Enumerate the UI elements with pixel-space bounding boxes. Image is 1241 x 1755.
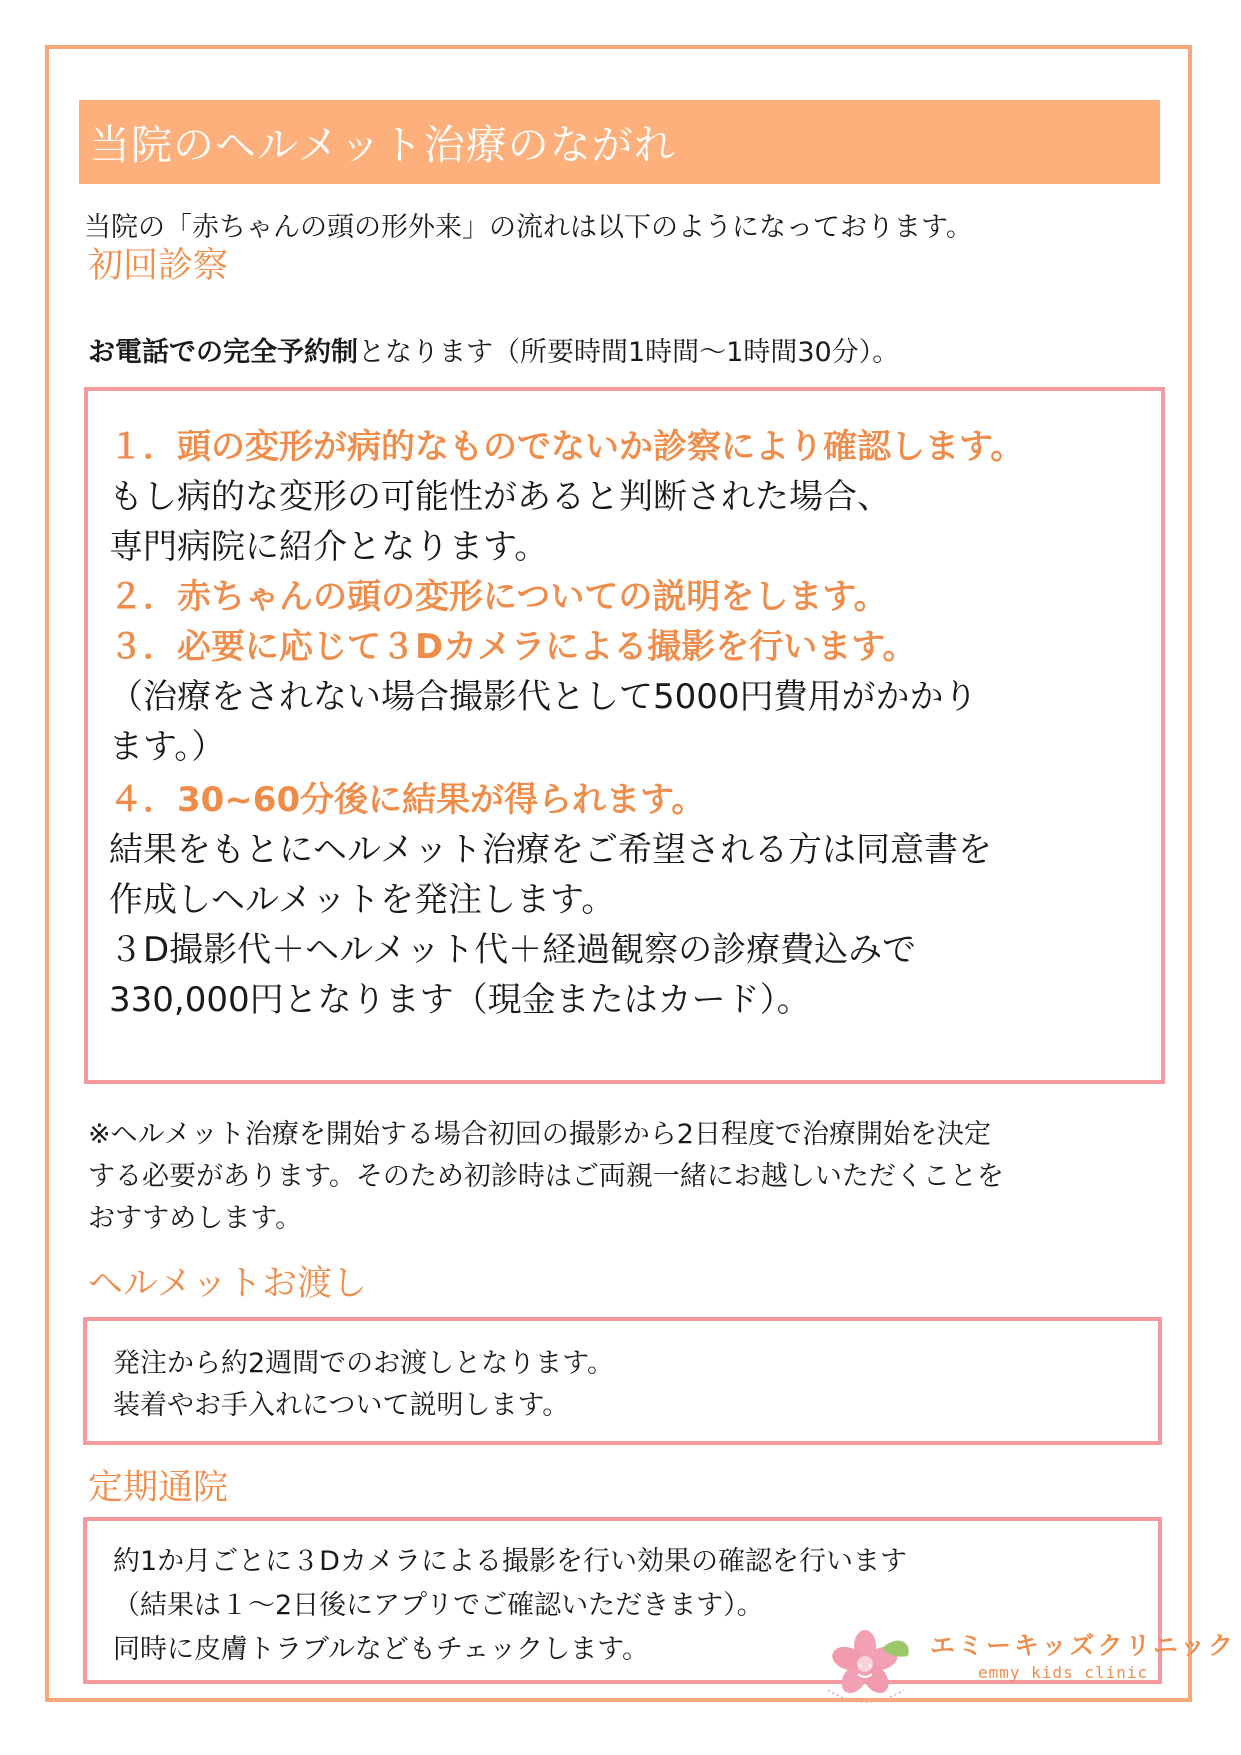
intro-text: 当院の「赤ちゃんの頭の形外来」の流れは以下のようになっております。 — [84, 212, 973, 243]
step-line: 専門病院に紹介となります。 — [109, 527, 549, 567]
step-line: もし病的な変形の可能性があると判断された場合、 — [109, 477, 891, 517]
step-line: （治療をされない場合撮影代として5000円費用がかかり — [109, 677, 978, 717]
section-heading-first-visit: 初回診察 — [88, 246, 229, 286]
visit-line: （結果は１〜2日後にアプリでご確認いただきます）。 — [113, 1590, 764, 1621]
first-visit-box — [84, 387, 1165, 1084]
clinic-name-jp: エミーキッズクリニック — [930, 1631, 1237, 1660]
cherry-blossom-icon — [820, 1616, 920, 1716]
page-title: 当院のヘルメット治療のながれ — [89, 121, 676, 169]
remark-line: おすすめします。 — [88, 1203, 303, 1234]
remark-line: する必要があります。そのため初診時はご両親一緒にお越しいただくことを — [88, 1161, 1004, 1192]
clinic-name-en: emmy kids clinic — [978, 1663, 1149, 1682]
reservation-note-rest: となります（所要時間1時間〜1時間30分）。 — [358, 337, 900, 368]
delivery-line: 発注から約2週間でのお渡しとなります。 — [113, 1348, 615, 1379]
section-heading-helmet-delivery: ヘルメットお渡し — [88, 1264, 367, 1304]
step-line: 作成しヘルメットを発注します。 — [109, 880, 616, 920]
section-heading-regular-visits: 定期通院 — [88, 1468, 229, 1508]
delivery-line: 装着やお手入れについて説明します。 — [113, 1390, 570, 1421]
step-line: ３D撮影代＋ヘルメット代＋経過観察の診療費込みで — [109, 930, 917, 970]
reservation-note — [88, 330, 899, 369]
reservation-note-bold: お電話での完全予約制 — [88, 337, 358, 368]
step-line: ４．30~60分後に結果が得られます。 — [109, 780, 706, 820]
visit-line: 約1か月ごとに３Dカメラによる撮影を行い効果の確認を行います — [113, 1546, 907, 1577]
title-banner — [79, 100, 1160, 184]
step-line: 330,000円となります（現金またはカード）。 — [109, 980, 811, 1020]
helmet-delivery-box — [83, 1317, 1162, 1445]
step-line: 結果をもとにヘルメット治療をご希望される方は同意書を — [109, 830, 992, 870]
remark-line: ※ヘルメット治療を開始する場合初回の撮影から2日程度で治療開始を決定 — [88, 1119, 991, 1150]
visit-line: 同時に皮膚トラブルなどもチェックします。 — [113, 1634, 649, 1665]
step-line: １．頭の変形が病的なものでないか診察により確認します。 — [109, 427, 1025, 467]
step-line: ３．必要に応じて３Dカメラによる撮影を行います。 — [109, 627, 917, 667]
step-line: ます。） — [109, 727, 226, 767]
step-line: ２．赤ちゃんの頭の変形についての説明をします。 — [109, 577, 888, 617]
